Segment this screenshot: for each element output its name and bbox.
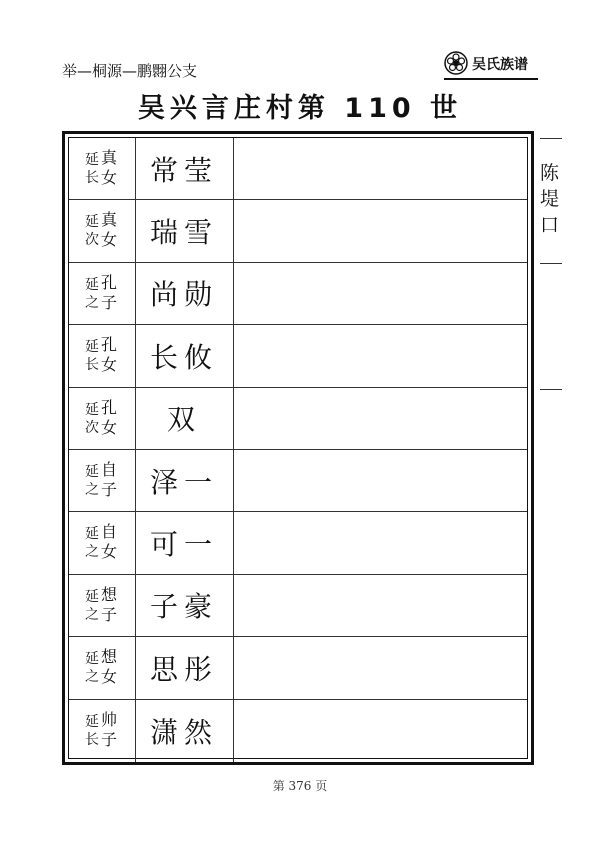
notes-cell bbox=[233, 450, 527, 511]
relation-left: 延 之 bbox=[85, 464, 99, 498]
person-name: 尚勋 bbox=[149, 278, 218, 312]
name-cell bbox=[135, 700, 234, 762]
table-row bbox=[69, 450, 527, 512]
relation-right: 自 子 bbox=[101, 460, 118, 499]
relation-right: 真 女 bbox=[101, 210, 118, 250]
genealogy-table bbox=[62, 131, 534, 765]
table-row bbox=[69, 200, 527, 262]
person-name: 思彤 bbox=[149, 652, 218, 686]
person-name: 常莹 bbox=[149, 153, 218, 187]
logo-underline bbox=[444, 78, 538, 80]
side-divider-bottom bbox=[540, 389, 562, 390]
relation-cell bbox=[69, 263, 136, 324]
person-name: 子豪 bbox=[149, 590, 218, 624]
relation-cell bbox=[69, 637, 136, 698]
notes-cell bbox=[233, 325, 527, 386]
notes-cell bbox=[233, 263, 527, 324]
name-cell bbox=[135, 200, 234, 261]
clan-logo bbox=[444, 51, 536, 75]
relation-left: 延 之 bbox=[85, 588, 99, 623]
person-name: 可一 bbox=[149, 528, 218, 562]
relation-cell bbox=[69, 512, 136, 573]
relation-cell bbox=[69, 200, 136, 261]
relation-right: 真 女 bbox=[101, 148, 118, 187]
branch-label: 举—桐源—鹏翾公支 bbox=[62, 62, 198, 80]
table-row bbox=[69, 325, 527, 387]
relation-cell bbox=[69, 138, 136, 199]
name-cell bbox=[135, 575, 234, 636]
page-title: 吴兴言庄村第 110 世 bbox=[137, 93, 463, 124]
table-row bbox=[69, 263, 527, 325]
relation-left: 延 次 bbox=[85, 214, 99, 249]
name-cell bbox=[135, 263, 234, 324]
relation-cell bbox=[69, 700, 136, 762]
relation-left: 延 长 bbox=[85, 713, 99, 748]
table-row bbox=[69, 700, 527, 762]
relation-cell bbox=[69, 388, 136, 449]
relation-cell bbox=[69, 450, 136, 511]
notes-cell bbox=[233, 575, 527, 636]
table-row bbox=[69, 138, 527, 200]
name-cell bbox=[135, 450, 234, 511]
seal-icon bbox=[444, 51, 468, 75]
name-cell bbox=[135, 388, 234, 449]
notes-cell bbox=[233, 512, 527, 573]
page-number: 第 376 页 bbox=[272, 779, 328, 793]
relation-cell bbox=[69, 575, 136, 636]
relation-cell bbox=[69, 325, 136, 386]
table-body bbox=[68, 137, 528, 759]
relation-right: 自 女 bbox=[101, 522, 118, 562]
relation-right: 想 女 bbox=[101, 647, 118, 687]
village-label: 陈堤口 bbox=[540, 162, 560, 236]
side-divider-top bbox=[540, 138, 562, 139]
table-row bbox=[69, 388, 527, 450]
relation-left: 延 次 bbox=[85, 401, 99, 436]
notes-cell bbox=[233, 700, 527, 762]
relation-left: 延 之 bbox=[85, 526, 99, 561]
relation-right: 孔 女 bbox=[101, 335, 118, 375]
logo-text: 吴氏族谱 bbox=[472, 57, 528, 73]
table-row bbox=[69, 575, 527, 637]
relation-left: 延 长 bbox=[85, 339, 99, 374]
relation-right: 孔 子 bbox=[101, 272, 118, 312]
name-cell bbox=[135, 138, 234, 199]
table-row bbox=[69, 512, 527, 574]
relation-left: 延 长 bbox=[85, 152, 99, 186]
notes-cell bbox=[233, 388, 527, 449]
notes-cell bbox=[233, 637, 527, 698]
person-name: 潇然 bbox=[149, 715, 218, 749]
name-cell bbox=[135, 325, 234, 386]
side-divider-middle bbox=[540, 263, 562, 264]
relation-left: 延 之 bbox=[85, 651, 99, 686]
person-name: 瑞雪 bbox=[149, 216, 218, 250]
relation-right: 想 子 bbox=[101, 584, 118, 624]
relation-left: 延 之 bbox=[85, 276, 99, 311]
person-name: 泽一 bbox=[149, 465, 218, 499]
person-name: 长攸 bbox=[149, 340, 218, 374]
person-name: 双 bbox=[166, 403, 201, 437]
name-cell bbox=[135, 637, 234, 698]
relation-right: 帅 子 bbox=[101, 709, 118, 749]
relation-right: 孔 女 bbox=[101, 397, 118, 437]
table-row bbox=[69, 637, 527, 699]
name-cell bbox=[135, 512, 234, 573]
notes-cell bbox=[233, 200, 527, 261]
notes-cell bbox=[233, 138, 527, 199]
